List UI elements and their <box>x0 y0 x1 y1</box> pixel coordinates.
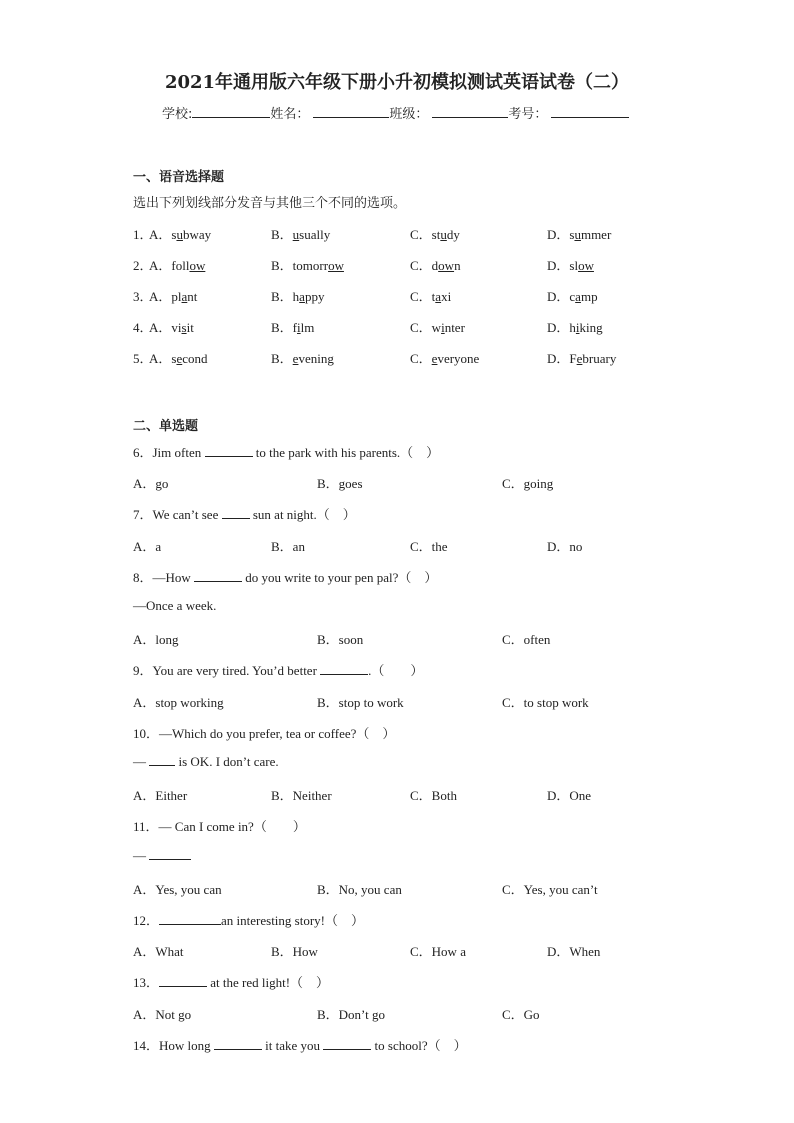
word-part: n <box>454 258 461 273</box>
option-a[interactable]: A．What <box>133 944 184 959</box>
option-d[interactable] <box>547 255 594 274</box>
word-part: bruary <box>582 351 617 366</box>
word-part: vi <box>171 320 182 335</box>
underlined-part: e <box>176 351 183 366</box>
option-a[interactable] <box>149 317 194 336</box>
underlined-part: ow <box>578 258 594 273</box>
number-blank[interactable] <box>551 104 629 118</box>
option-c[interactable]: C．How a <box>410 944 466 959</box>
word-part: ppy <box>304 289 325 304</box>
answer-blank[interactable] <box>159 986 207 987</box>
option-c[interactable] <box>410 348 479 367</box>
word-part: it <box>186 320 194 335</box>
word-part: lm <box>300 320 315 335</box>
word-part: s <box>171 351 177 366</box>
option-b[interactable]: B．No, you can <box>317 882 402 897</box>
option-c[interactable] <box>410 286 451 305</box>
option-letter: C． <box>410 320 432 335</box>
option-b[interactable]: B．How <box>271 944 318 959</box>
underlined-part: i <box>575 320 580 335</box>
school-label: 学校: <box>162 107 193 122</box>
option-a[interactable] <box>149 224 211 243</box>
option-letter: C． <box>410 289 432 304</box>
option-c[interactable]: C．the <box>410 539 448 554</box>
underlined-part: a <box>435 289 442 304</box>
underlined-part: a <box>575 289 581 304</box>
underlined-part: e <box>292 351 299 366</box>
option-letter: D． <box>547 351 570 366</box>
option-letter: D． <box>547 258 570 273</box>
word-part: sually <box>299 227 331 242</box>
option-letter: A． <box>149 258 172 273</box>
question-12: 12． an interesting story!（ ） <box>133 913 364 928</box>
option-b[interactable]: B．goes <box>317 476 363 491</box>
word-part: h <box>292 289 300 304</box>
option-a[interactable]: A．Not go <box>133 1007 192 1022</box>
word-part: s <box>569 227 575 242</box>
option-d[interactable]: D．When <box>547 944 601 959</box>
answer-blank[interactable] <box>194 581 242 582</box>
section1-heading: 一、语音选择题 <box>133 170 225 185</box>
underlined-part: a <box>181 289 188 304</box>
option-b[interactable]: B．Don’t go <box>317 1007 386 1022</box>
question-14: 14．How long it take you to school?（ ） <box>133 1038 467 1053</box>
option-letter: C． <box>410 258 432 273</box>
option-b[interactable]: B．Neither <box>271 788 332 803</box>
word-part: tomorr <box>292 258 329 273</box>
question-13: 13． at the red light!（ ） <box>133 975 330 990</box>
option-a[interactable]: A．Yes, you can <box>133 882 222 897</box>
word-part: cond <box>182 351 208 366</box>
question-10-reply: — is OK. I don’t care. <box>133 754 279 769</box>
underlined-part: i <box>441 320 445 335</box>
option-letter: B． <box>271 351 293 366</box>
phonics-question-number: 3． <box>133 289 153 304</box>
option-letter: C． <box>410 351 432 366</box>
phonics-question-number: 4． <box>133 320 153 335</box>
word-part: w <box>431 320 442 335</box>
option-letter: C． <box>410 227 432 242</box>
word-part: nter <box>444 320 465 335</box>
underlined-part: u <box>440 227 447 242</box>
option-b[interactable]: B．soon <box>317 632 364 647</box>
underlined-part: ow <box>189 258 206 273</box>
underlined-part: a <box>299 289 305 304</box>
option-letter: B． <box>271 289 293 304</box>
question-11-reply: — <box>133 848 191 864</box>
option-a[interactable]: A．stop working <box>133 695 224 710</box>
underlined-part: e <box>431 351 438 366</box>
underlined-part: u <box>574 227 581 242</box>
option-b[interactable] <box>271 348 334 367</box>
option-letter: A． <box>149 289 172 304</box>
word-part: s <box>171 227 177 242</box>
word-part: king <box>579 320 603 335</box>
option-d[interactable] <box>547 224 611 243</box>
option-a[interactable] <box>149 255 205 274</box>
section2-heading: 二、单选题 <box>133 419 199 434</box>
underlined-part: ow <box>328 258 344 273</box>
option-letter: B． <box>271 320 293 335</box>
option-d[interactable] <box>547 286 598 305</box>
option-c[interactable] <box>410 224 460 243</box>
option-letter: A． <box>149 227 172 242</box>
word-part: nt <box>187 289 198 304</box>
option-letter: D． <box>547 320 570 335</box>
answer-blank[interactable] <box>149 859 191 860</box>
word-part: t <box>431 289 436 304</box>
option-d[interactable]: D．One <box>547 788 592 803</box>
option-c[interactable] <box>410 255 461 274</box>
phonics-question-number: 1． <box>133 227 153 242</box>
underlined-part: u <box>176 227 183 242</box>
student-info-line <box>162 103 629 122</box>
school-blank[interactable] <box>192 104 270 118</box>
question-7: 7．We can’t see sun at night.（ ） <box>133 507 356 522</box>
answer-blank[interactable] <box>320 674 368 675</box>
underlined-part: i <box>297 320 301 335</box>
underlined-part: u <box>292 227 300 242</box>
option-letter: D． <box>547 289 570 304</box>
option-letter: B． <box>271 227 293 242</box>
word-part: veryone <box>437 351 480 366</box>
name-label: 姓名： <box>270 107 310 122</box>
question-8: 8．—How do you write to your pen pal?（ ） <box>133 570 438 585</box>
word-part: mmer <box>580 227 612 242</box>
option-b[interactable]: B．stop to work <box>317 695 404 710</box>
option-letter: B． <box>271 258 293 273</box>
word-part: f <box>292 320 298 335</box>
option-d[interactable] <box>547 317 603 336</box>
question-8-reply: —Once a week. <box>133 598 217 613</box>
word-part: sl <box>569 258 579 273</box>
word-part: vening <box>298 351 334 366</box>
answer-blank[interactable] <box>222 518 250 519</box>
option-a[interactable] <box>149 348 208 367</box>
option-b[interactable]: B．an <box>271 539 305 554</box>
word-part: mp <box>580 289 598 304</box>
option-c[interactable]: C．Both <box>410 788 457 803</box>
option-b[interactable] <box>271 317 314 336</box>
underlined-part: e <box>576 351 583 366</box>
word-part: bway <box>182 227 212 242</box>
answer-blank[interactable] <box>149 765 175 766</box>
option-b[interactable] <box>271 286 324 305</box>
phonics-question-number: 2． <box>133 258 153 273</box>
word-part: pl <box>171 289 182 304</box>
option-c[interactable]: C．to stop work <box>502 695 589 710</box>
page-title: 2021年通用版六年级下册小升初模拟测试英语试卷（二） <box>164 72 630 93</box>
option-c[interactable]: C．Go <box>502 1007 540 1022</box>
option-a[interactable]: A．go <box>133 476 169 491</box>
answer-blank[interactable] <box>205 456 253 457</box>
underlined-part: s <box>181 320 187 335</box>
name-blank[interactable] <box>313 104 389 118</box>
option-b[interactable] <box>271 255 344 274</box>
phonics-question-number: 5． <box>133 351 153 366</box>
word-part: h <box>569 320 576 335</box>
number-label: 考号： <box>508 107 548 122</box>
option-letter: A． <box>149 351 172 366</box>
option-d[interactable] <box>547 348 616 367</box>
word-part: dy <box>446 227 460 242</box>
option-c[interactable] <box>410 317 465 336</box>
class-blank[interactable] <box>432 104 508 118</box>
option-b[interactable] <box>271 224 330 243</box>
question-6: 6．Jim often to the park with his parents.（ ） <box>133 445 440 460</box>
word-part: xi <box>441 289 452 304</box>
option-a[interactable]: A．Either <box>133 788 188 803</box>
section1-instruction: 选出下列划线部分发音与其他三个不同的选项。 <box>133 196 407 211</box>
question-11: 11．— Can I come in?（ ） <box>133 819 306 834</box>
underlined-part: ow <box>438 258 455 273</box>
answer-blank[interactable] <box>214 1049 262 1050</box>
word-part: F <box>569 351 577 366</box>
answer-blank[interactable] <box>159 924 221 925</box>
word-part: st <box>431 227 441 242</box>
option-d[interactable]: D．no <box>547 539 583 554</box>
option-a[interactable] <box>149 286 197 305</box>
word-part: d <box>431 258 439 273</box>
word-part: c <box>569 289 576 304</box>
word-part: foll <box>171 258 190 273</box>
option-c[interactable]: C．often <box>502 632 551 647</box>
question-9: 9．You are very tired. You’d better .（ ） <box>133 663 424 678</box>
option-letter: A． <box>149 320 172 335</box>
question-10: 10．—Which do you prefer, tea or coffee?（ ） <box>133 726 396 741</box>
option-a[interactable]: A．long <box>133 632 179 647</box>
answer-blank[interactable] <box>323 1049 371 1050</box>
option-letter: D． <box>547 227 570 242</box>
option-c[interactable]: C．Yes, you can’t <box>502 882 598 897</box>
class-label: 班级： <box>389 107 429 122</box>
option-c[interactable]: C．going <box>502 476 554 491</box>
option-a[interactable]: A．a <box>133 539 162 554</box>
